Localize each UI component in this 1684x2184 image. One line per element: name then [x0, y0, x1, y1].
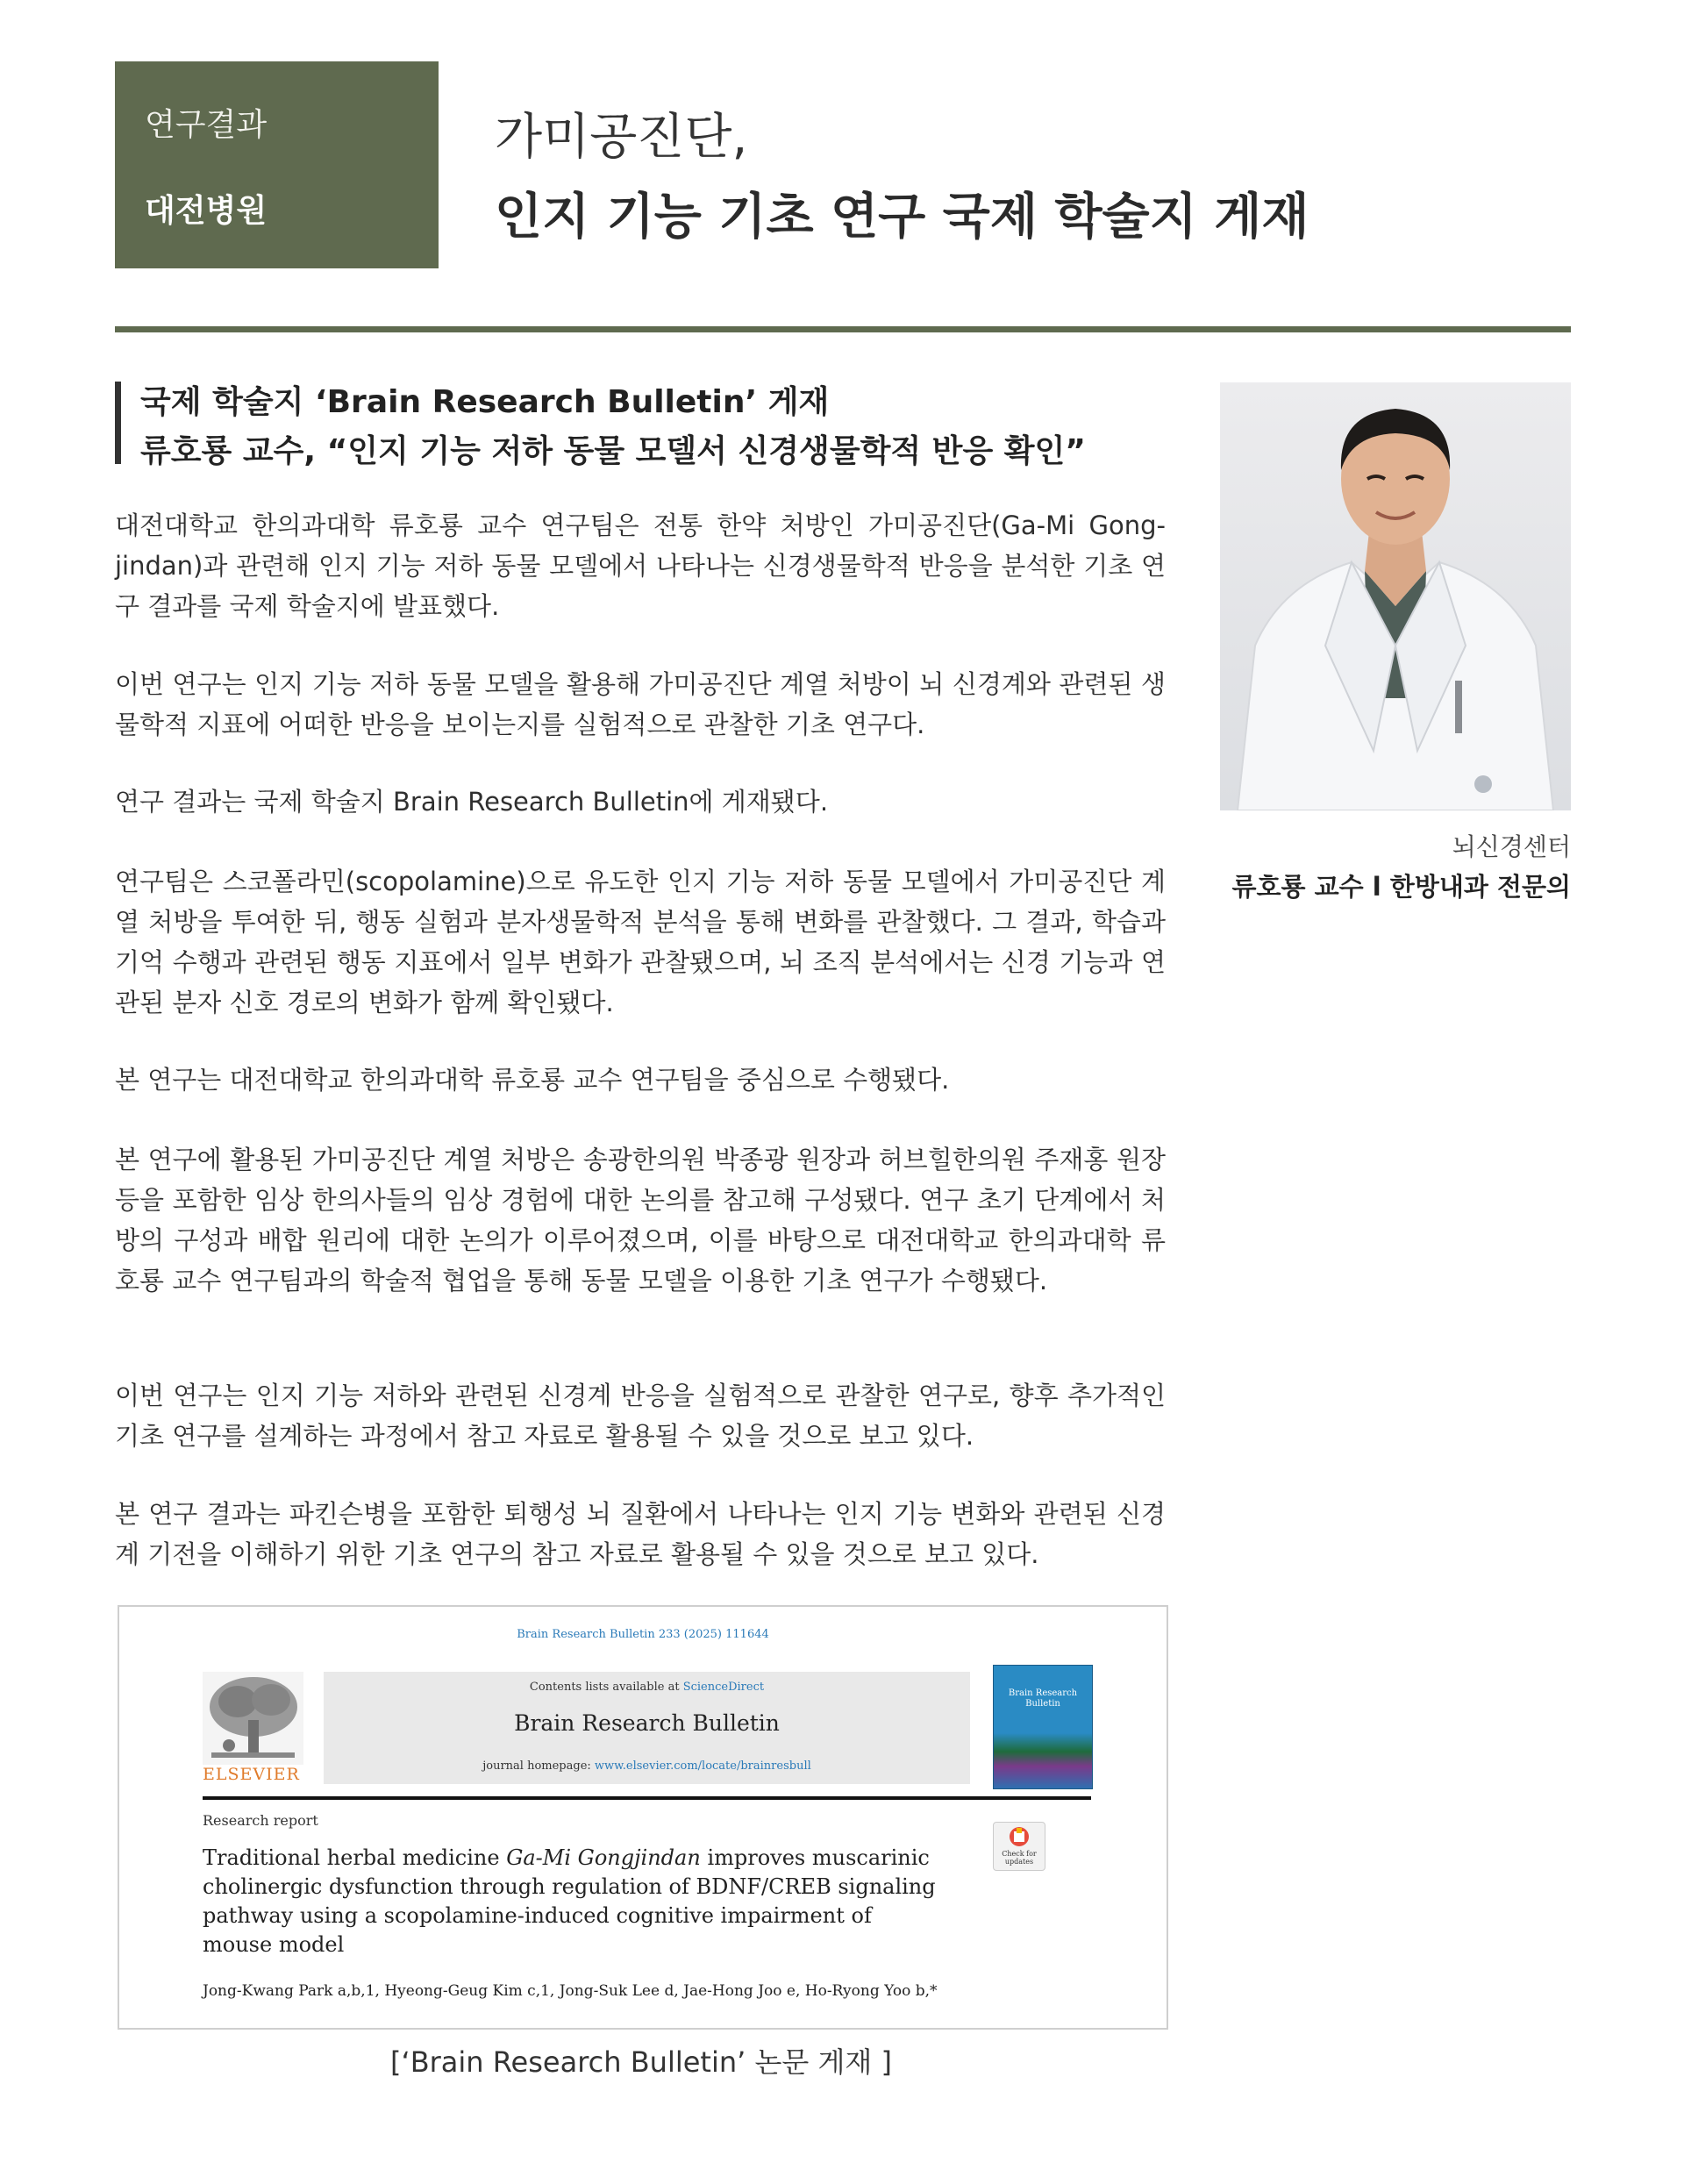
contents-prefix: Contents lists available at — [529, 1681, 683, 1694]
header-divider — [115, 326, 1571, 332]
article-title — [203, 1844, 939, 1959]
subheading-line2: 류호룡 교수, “인지 기능 저하 동물 모델서 신경생물학적 반응 확인” — [140, 433, 1086, 469]
elsevier-tree-icon — [203, 1672, 303, 1765]
journal-cover — [993, 1665, 1093, 1789]
hospital-label: 대전병원 — [145, 193, 268, 229]
professor-portrait-illustration — [1220, 382, 1571, 810]
page-title-line2: 인지 기능 기초 연구 국제 학술지 게재 — [495, 189, 1309, 246]
homepage-line — [324, 1759, 970, 1773]
professor-photo — [1220, 382, 1571, 810]
paragraph-1: 대전대학교 한의과대학 류호룡 교수 연구팀은 전통 한약 처방인 가미공진단(Ga-Mi Gong-jindan)과 관련해 인지 기능 저하 동물 모델에서 나타나는 신경생물학적 반응을 분석한 기초 연구 결과를 국제 학술지에 발표했다. — [115, 510, 1166, 621]
page-title-line1: 가미공진단, — [495, 109, 748, 166]
profile-name: 류호룡 교수 l 한방내과 전문의 — [1231, 872, 1571, 902]
paragraph-6: 본 연구에 활용된 가미공진단 계열 처방은 송광한의원 박종광 원장과 허브힐한의원 주재홍 원장 등을 포함한 임상 한의사들의 임상 경험에 대한 논의를 참고해 구성됐다. 연구 초기 단계에서 처방의 구성과 배합 원리에 대한 논의가 이루어졌으며, 이를 바탕으로 대전대학교 한의과대학 류호룡 교수 연구팀과의 학술적 협업을 통해 동물 모델을 이용한 기초 연구가 수행됐다. — [115, 1145, 1166, 1295]
subheading-line1: 국제 학술지 ‘Brain Research Bulletin’ 게재 — [140, 384, 830, 420]
article-title-italic: Ga-Mi Gongjindan — [506, 1845, 701, 1870]
paragraph-5: 본 연구는 대전대학교 한의과대학 류호룡 교수 연구팀을 중심으로 수행됐다. — [115, 1065, 950, 1095]
elsevier-logo — [203, 1672, 303, 1784]
article-title-pre: Traditional herbal medicine — [203, 1845, 507, 1870]
journal-cover-title: Brain Research Bulletin — [1008, 1688, 1078, 1709]
article-authors: Jong-Kwang Park a,b,1, Hyeong-Geug Kim c,1, Jong-Suk Lee d, Jae-Hong Joo e, Ho-Ryong Yoo b,* — [203, 1982, 938, 2000]
contents-line — [324, 1681, 970, 1694]
paragraph-4: 연구팀은 스코폴라민(scopolamine)으로 유도한 인지 기능 저하 동물 모델에서 가미공진단 계열 처방을 투여한 뒤, 행동 실험과 분자생물학적 분석을 통해 변화를 관찰했다. 그 결과, 학습과 기억 수행과 관련된 행동 지표에서 일부 변화가 관찰됐으며, 뇌 조직 분석에서는 신경 기능과 연관된 분자 신호 경로의 변화가 함께 확인됐다. — [115, 867, 1166, 1017]
homepage-url-link[interactable]: www.elsevier.com/locate/brainresbull — [594, 1759, 811, 1773]
article-type: Research report — [203, 1812, 318, 1829]
journal-name: Brain Research Bulletin — [514, 1710, 780, 1736]
article-title-post: improves muscarinic cholinergic dysfunction through regulation of BDNF/CREB signaling pathway using a scopolamine-induced cognitive impairment of mouse model — [203, 1845, 936, 1957]
sciencedirect-link[interactable]: ScienceDirect — [682, 1681, 765, 1694]
paragraph-2: 이번 연구는 인지 기능 저하 동물 모델을 활용해 가미공진단 계열 처방이 뇌 신경계와 관련된 생물학적 지표에 어떠한 반응을 보이는지를 실험적으로 관찰한 기초 연구다. — [115, 669, 1166, 739]
paper-figure — [118, 1605, 1168, 2030]
elsevier-wordmark: ELSEVIER — [203, 1765, 300, 1784]
paper-caption: [‘Brain Research Bulletin’ 논문 게재 ] — [390, 2045, 892, 2079]
journal-header-box — [324, 1672, 970, 1784]
paragraph-3: 연구 결과는 국제 학술지 Brain Research Bulletin에 게재됐다. — [115, 787, 829, 817]
check-updates-icon — [994, 1823, 1045, 1849]
category-box — [115, 61, 439, 268]
paper-header-rule — [203, 1796, 1091, 1800]
paper-citation: Brain Research Bulletin 233 (2025) 111644 — [517, 1628, 769, 1641]
paragraph-8: 본 연구 결과는 파킨슨병을 포함한 퇴행성 뇌 질환에서 나타나는 인지 기능 변화와 관련된 신경계 기전을 이해하기 위한 기초 연구의 참고 자료로 활용될 수 있을 것으로 보고 있다. — [115, 1499, 1166, 1569]
profile-department: 뇌신경센터 — [1452, 832, 1571, 861]
check-for-updates-badge[interactable] — [993, 1822, 1045, 1871]
category-label: 연구결과 — [145, 107, 268, 143]
check-updates-label: Check for updates — [1002, 1850, 1037, 1866]
paragraph-7: 이번 연구는 인지 기능 저하와 관련된 신경계 반응을 실험적으로 관찰한 연구로, 향후 추가적인 기초 연구를 설계하는 과정에서 참고 자료로 활용될 수 있을 것으로 보고 있다. — [115, 1381, 1166, 1451]
homepage-prefix: journal homepage: — [482, 1759, 595, 1773]
subheading-bar — [115, 382, 121, 464]
